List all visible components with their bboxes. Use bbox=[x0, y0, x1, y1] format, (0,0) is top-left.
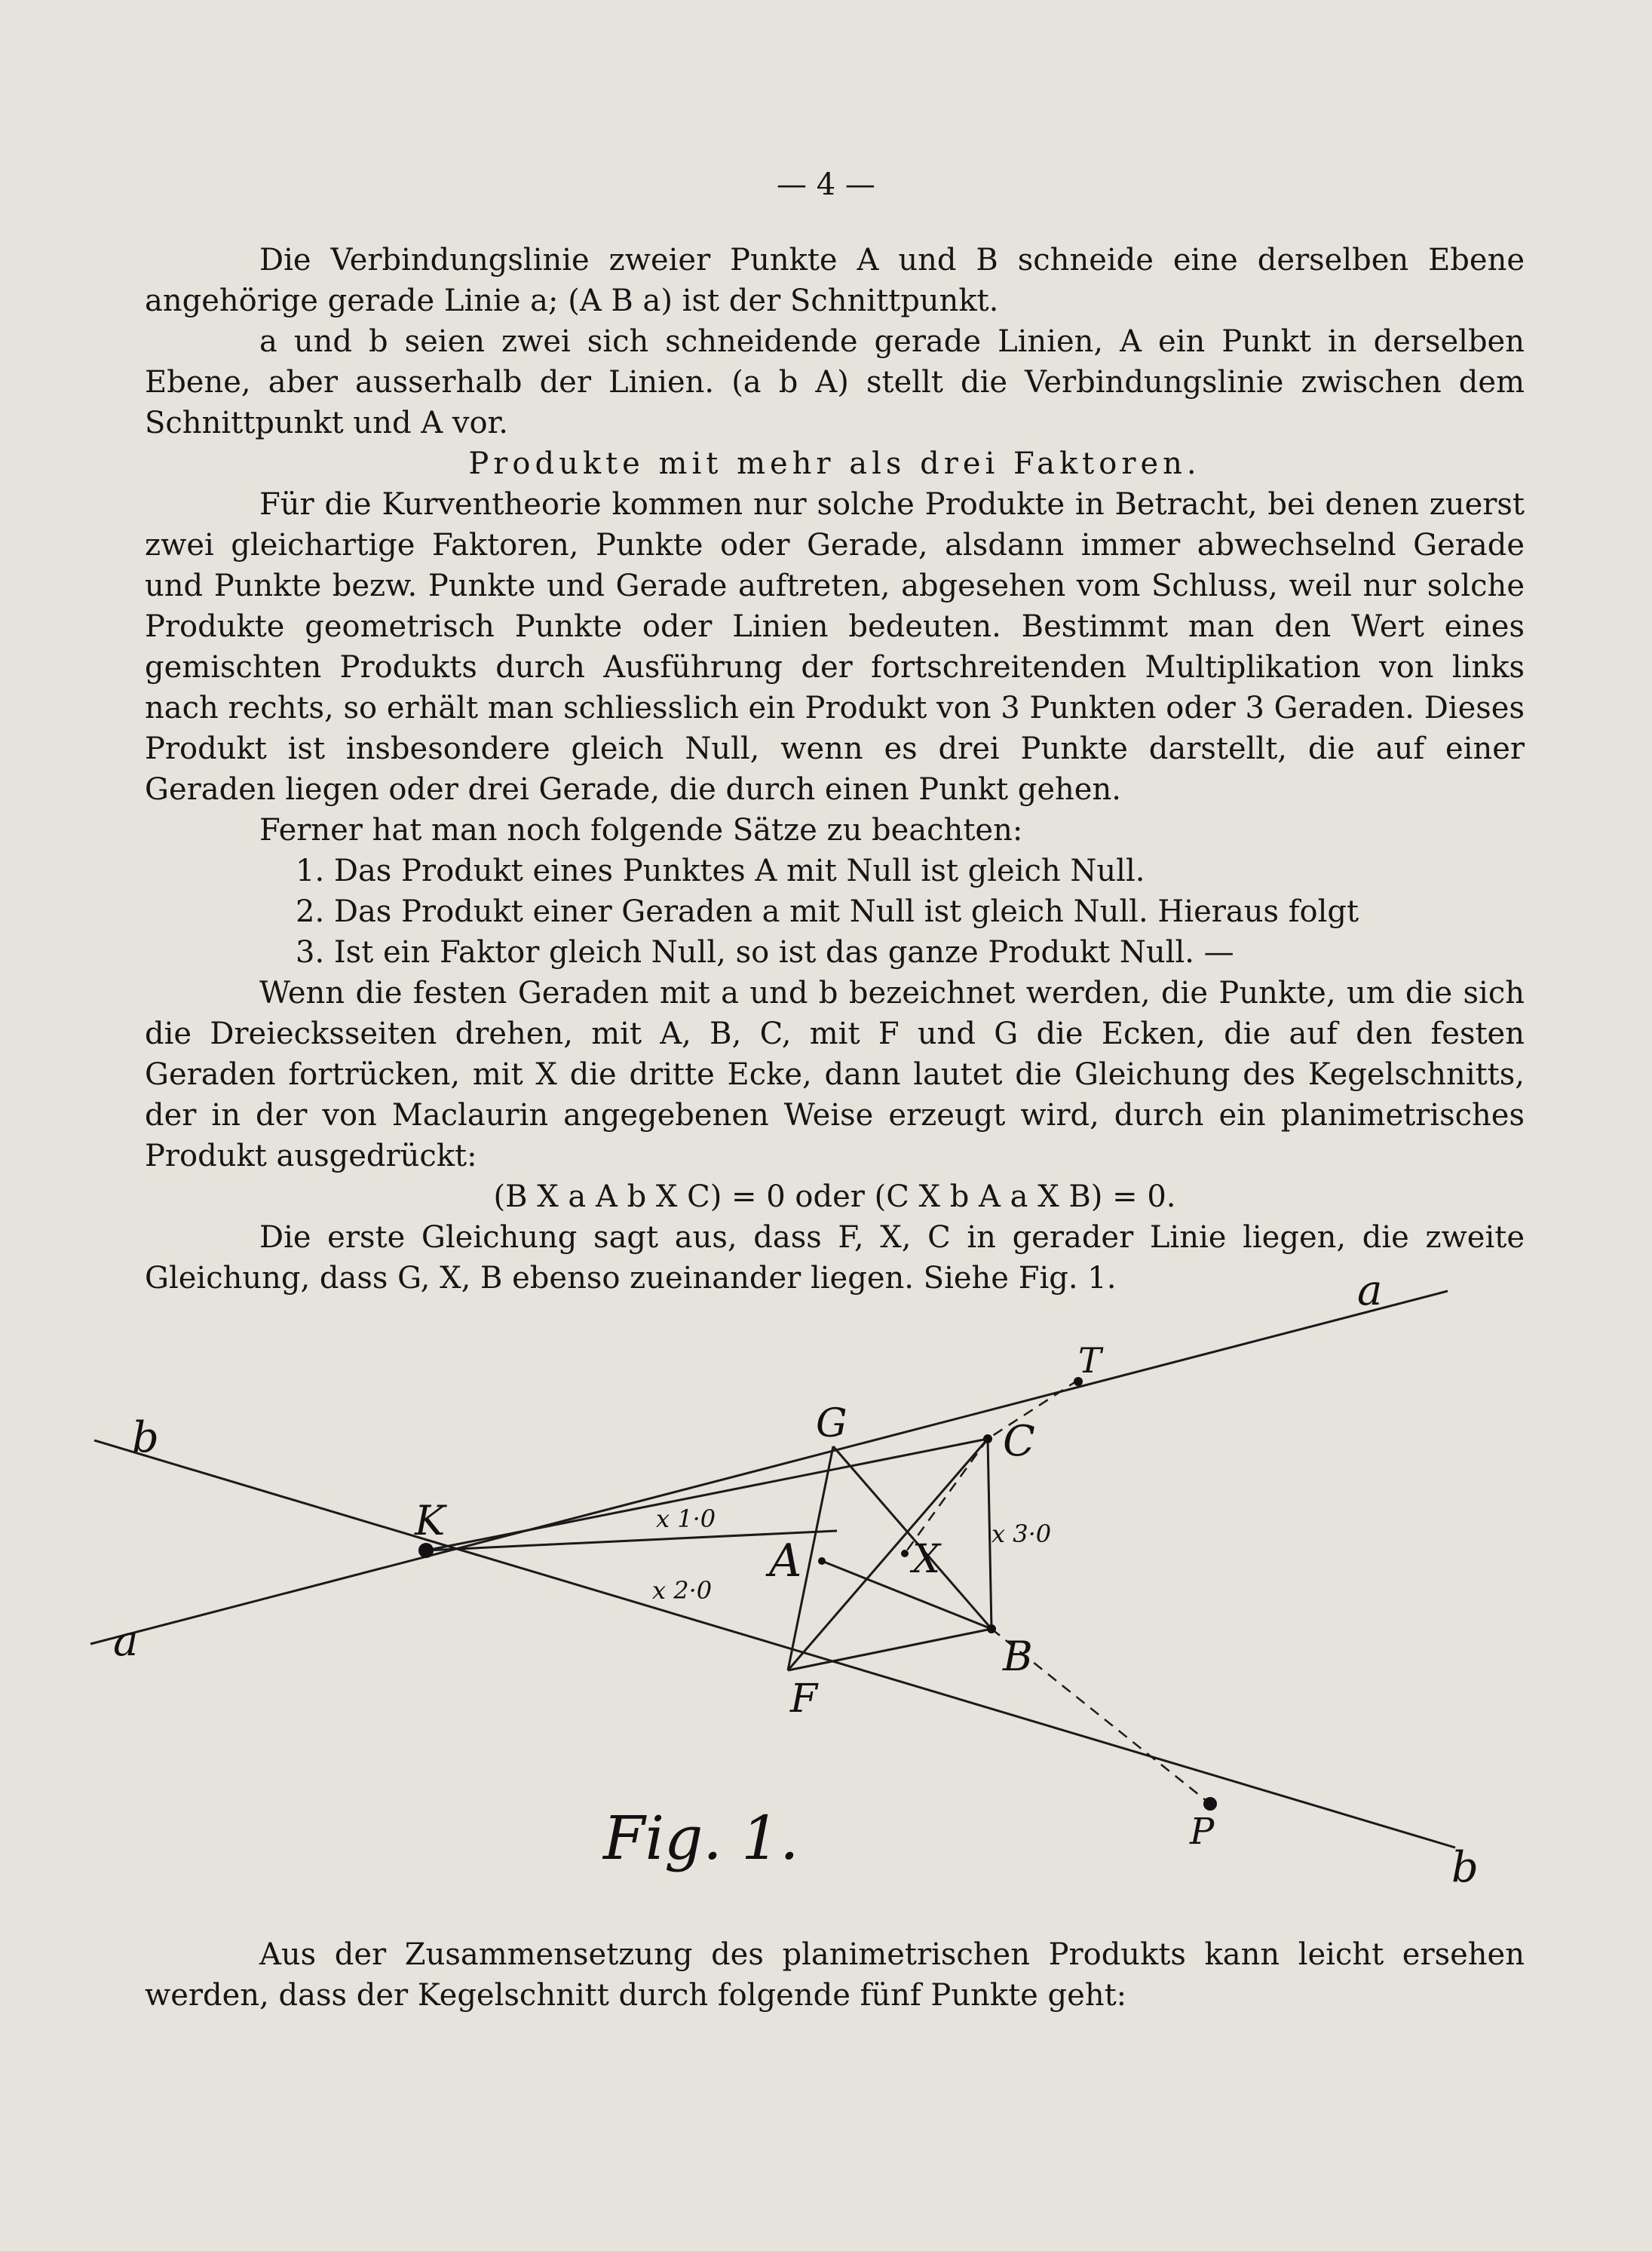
label-k: K bbox=[415, 1497, 446, 1544]
paragraph-7: Aus der Zusammensetzung des planimetrischen Produkts kann leicht ersehen werden, dass der Kegelschnitt durch folgende fünf Punkte geht: bbox=[145, 1937, 1525, 2013]
label-f: F bbox=[790, 1676, 818, 1722]
equation: (B X a A b X C) = 0 oder (C X b A a X B) = 0. bbox=[493, 1179, 1176, 1214]
label-x: X bbox=[912, 1537, 941, 1582]
point-a bbox=[818, 1557, 826, 1565]
line-a-b bbox=[822, 1561, 992, 1629]
label-b-right: b bbox=[1451, 1843, 1479, 1892]
line-a bbox=[90, 1291, 1448, 1644]
label-p: P bbox=[1190, 1811, 1215, 1853]
list-item-1: 1. Das Produkt eines Punktes A mit Null ist gleich Null. bbox=[296, 854, 1145, 888]
page-number: — 4 — bbox=[777, 167, 875, 202]
point-b bbox=[987, 1624, 996, 1633]
label-b-point: B bbox=[1003, 1633, 1033, 1680]
label-a-point: A bbox=[769, 1535, 802, 1587]
list-item-3: 3. Ist ein Faktor gleich Null, so ist das ganze Produkt Null. — bbox=[296, 935, 1234, 970]
label-c: C bbox=[1003, 1417, 1035, 1466]
point-c bbox=[983, 1434, 992, 1443]
point-p bbox=[1203, 1797, 1217, 1811]
paragraph-6: Die erste Gleichung sagt aus, dass F, X, C in gerader Linie liegen, die zweite Gleichung, dass G, X, B ebenso zueinander liegen. Siehe Fig. 1. bbox=[145, 1220, 1525, 1296]
label-x1: x 1·0 bbox=[656, 1504, 716, 1533]
label-x2: x 2·0 bbox=[652, 1576, 713, 1605]
paragraph-1: Die Verbindungslinie zweier Punkte A und B schneide eine derselben Ebene angehörige gerade Linie a; (A B a) ist der Schnittpunkt. bbox=[145, 243, 1525, 318]
point-x bbox=[901, 1550, 909, 1557]
label-t: T bbox=[1078, 1340, 1102, 1381]
label-a-left: a bbox=[113, 1617, 139, 1666]
line-k-c bbox=[426, 1439, 988, 1550]
paragraph-2: a und b seien zwei sich schneidende gerade Linien, A ein Punkt in derselben Ebene, aber ausserhalb der Linien. (a b A) stellt die Verbindungslinie zwischen dem Schnittpunkt und A vor. bbox=[145, 324, 1525, 440]
paragraph-3: Für die Kurventheorie kommen nur solche Produkte in Betracht, bei denen zuerst zwei gleichartige Faktoren, Punkte oder Gerade, alsdann immer abwechselnd Gerade und Punkte bezw. Punkte und Gerade auftreten, abgesehen vom Schluss, weil nur solche Produkte geometrisch Punkte oder Linien bedeuten. Bestimmt man den Wert eines gemischten Produkts durch Ausführung der fortschreitenden Multiplikation von links nach rechts, so erhält man schliesslich ein Produkt von 3 Punkten oder 3 Geraden. Dieses Produkt ist insbesondere gleich Null, wenn es drei Punkte darstellt, die auf einer Geraden liegen oder drei Gerade, die durch einen Punkt gehen. bbox=[145, 487, 1525, 807]
label-x3: x 3·0 bbox=[992, 1520, 1052, 1548]
paragraph-5: Wenn die festen Geraden mit a und b bezeichnet werden, die Punkte, um die sich die Dreiecksseiten drehen, mit A, B, C, mit F und G die Ecken, die auf den festen Geraden fortrücken, mit X die dritte Ecke, dann lautet die Gleichung des Kegelschnitts, der in der von Maclaurin angegebenen Weise erzeugt wird, durch ein planimetrisches Produkt ausgedrückt: bbox=[145, 976, 1525, 1173]
list-item-2: 2. Das Produkt einer Geraden a mit Null ist gleich Null. Hieraus folgt bbox=[296, 894, 1359, 929]
text-block-lower bbox=[145, 1934, 1525, 2016]
label-a-top: a bbox=[1357, 1266, 1383, 1315]
line-b bbox=[94, 1440, 1455, 1848]
section-heading: Produkte mit mehr als drei Faktoren. bbox=[468, 446, 1201, 481]
paragraph-4: Ferner hat man noch folgende Sätze zu beachten: bbox=[259, 813, 1023, 848]
label-g: G bbox=[816, 1401, 847, 1446]
figure-caption: Fig. 1. bbox=[603, 1803, 799, 1873]
point-k bbox=[418, 1543, 434, 1558]
label-b-left: b bbox=[132, 1413, 159, 1462]
